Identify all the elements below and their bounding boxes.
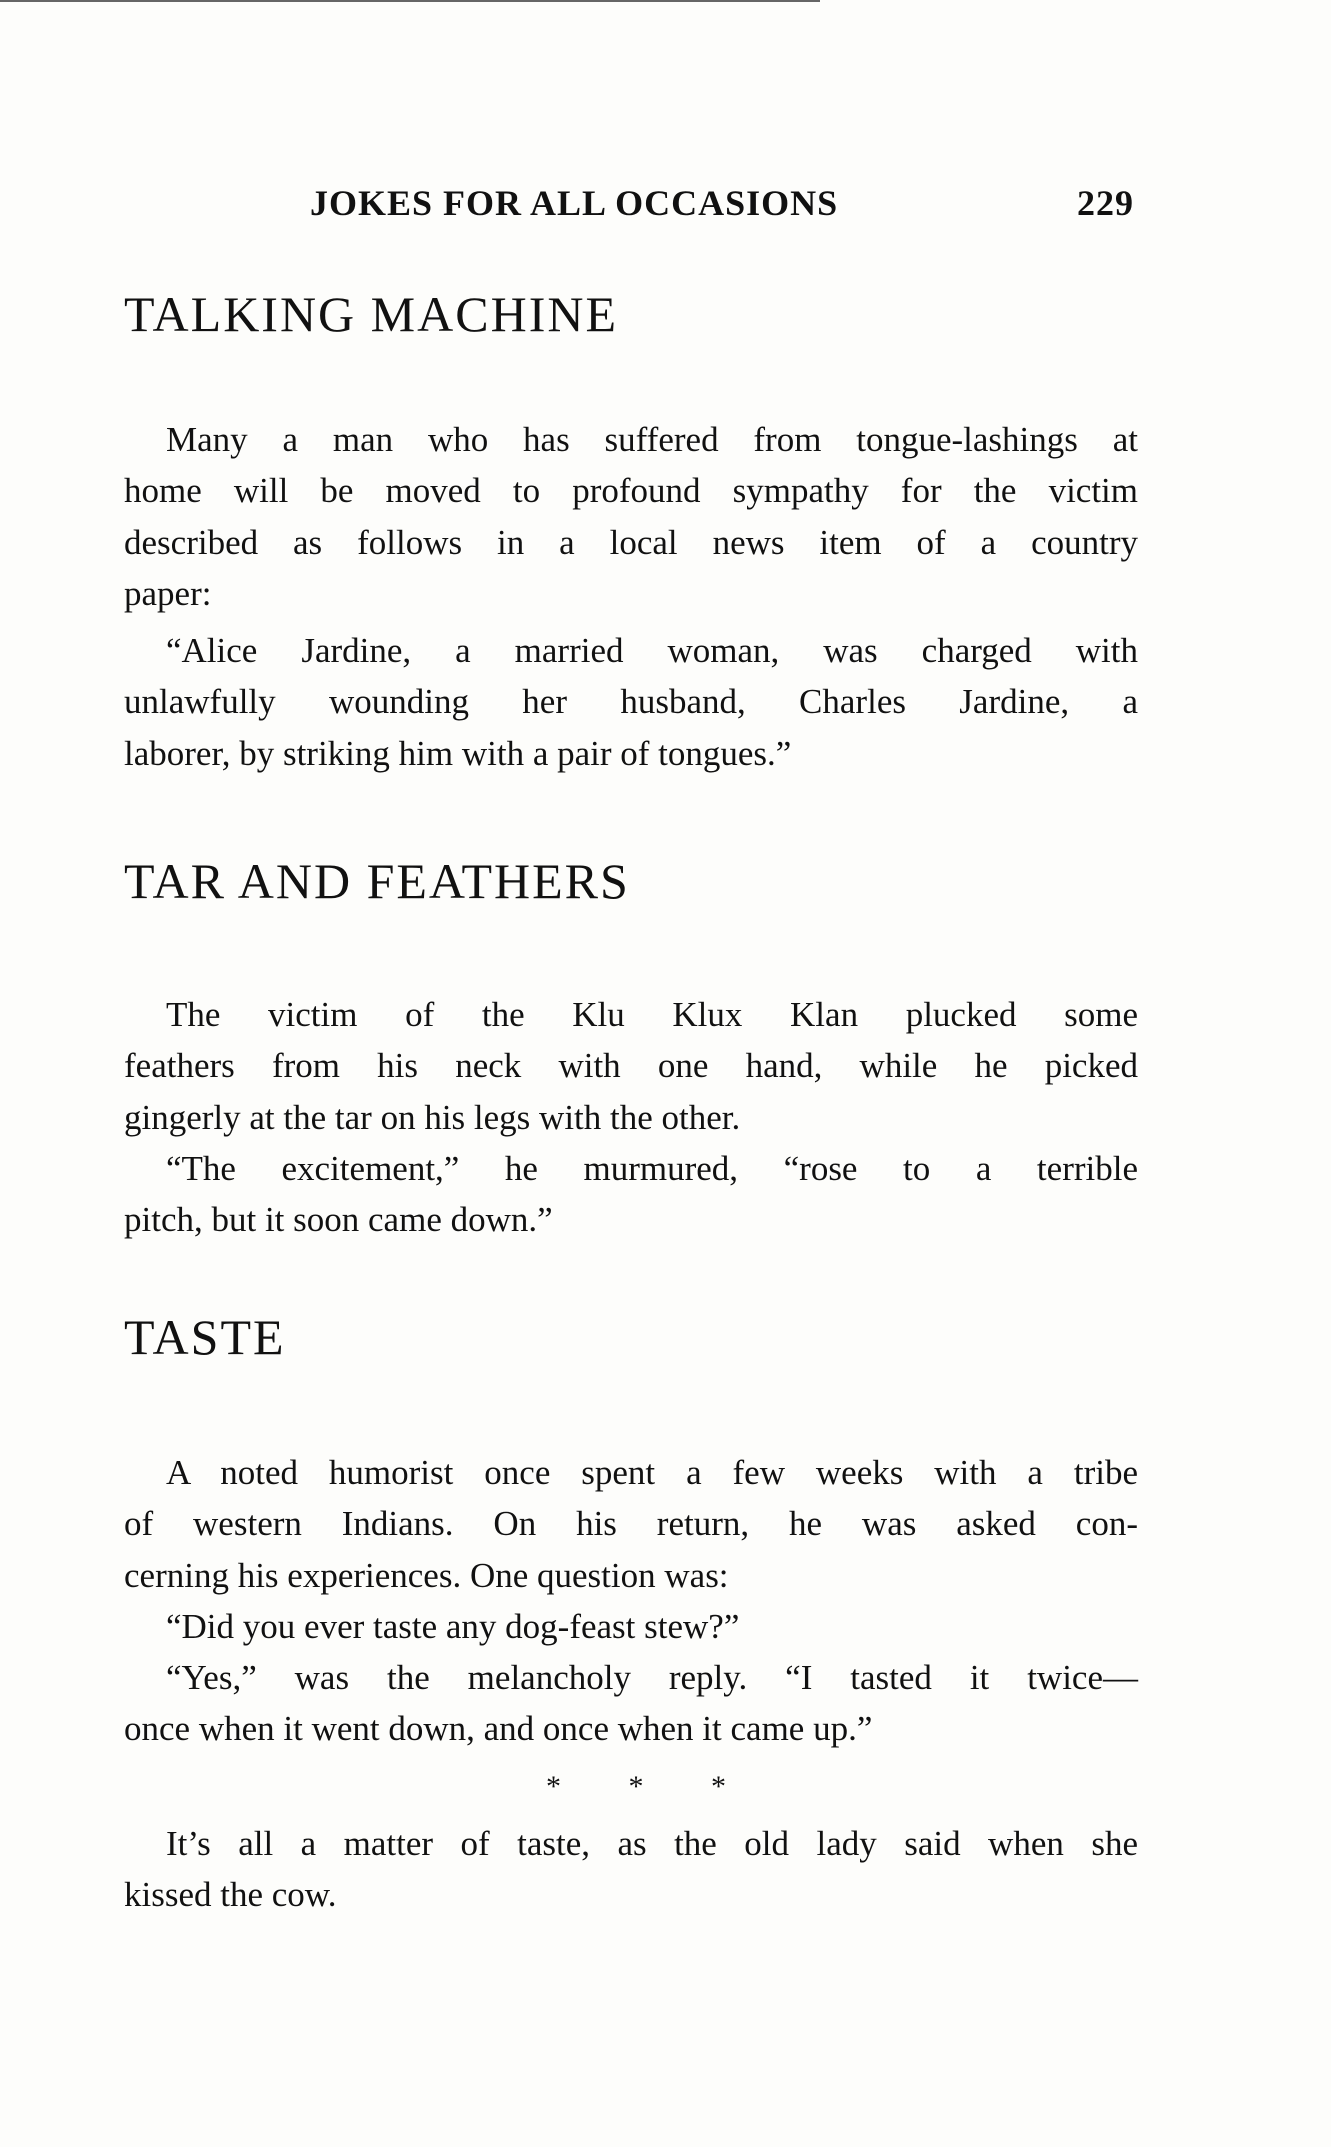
text-line: cerning his experiences. One question was: [124, 1555, 729, 1595]
paragraph [124, 1601, 1138, 1652]
text-line: unlawfully wounding her husband, Charles Jardine, a [124, 682, 1138, 722]
paragraph [124, 989, 1138, 1143]
page-number: 229 [1077, 183, 1134, 223]
running-header [124, 182, 1138, 232]
text-line: laborer, by striking him with a pair of tongues.” [124, 733, 792, 773]
scan-edge-line [0, 0, 820, 2]
text-line: kissed the cow. [124, 1875, 337, 1915]
running-title: JOKES FOR ALL OCCASIONS [310, 183, 839, 223]
text-line: “Yes,” was the melancholy reply. “I tasted it twice— [166, 1658, 1138, 1698]
paragraph [124, 414, 1138, 619]
text-line: described as follows in a local news item of a country [124, 522, 1138, 562]
paragraph [124, 1818, 1138, 1921]
text-line: “The excitement,” he murmured, “rose to a terrible [166, 1148, 1138, 1188]
section-heading: TAR AND FEATHERS [124, 853, 630, 909]
paragraph [124, 1143, 1138, 1246]
text-line: “Alice Jardine, a married woman, was charged with [166, 631, 1138, 671]
text-line: gingerly at the tar on his legs with the other. [124, 1097, 741, 1137]
paragraph [124, 1652, 1138, 1755]
paragraph [124, 1447, 1138, 1601]
text-line: once when it went down, and once when it came up.” [124, 1709, 873, 1749]
text-line: It’s all a matter of taste, as the old lady said when she [166, 1823, 1138, 1863]
section-heading: TALKING MACHINE [124, 286, 618, 342]
section-separator: * * * [546, 1769, 756, 1803]
text-line: paper: [124, 573, 212, 613]
paragraph [124, 625, 1138, 779]
section-taste [124, 1307, 1138, 1920]
text-line: home will be moved to profound sympathy for the victim [124, 471, 1138, 511]
text-line: feathers from his neck with one hand, while he picked [124, 1046, 1138, 1086]
section-tar-and-feathers [124, 851, 1138, 1245]
text-line: of western Indians. On his return, he was asked con- [124, 1504, 1138, 1544]
text-line: “Did you ever taste any dog-feast stew?” [166, 1606, 740, 1646]
text-line: pitch, but it soon came down.” [124, 1200, 553, 1240]
section-heading: TASTE [124, 1309, 286, 1365]
text-line: A noted humorist once spent a few weeks with a tribe [166, 1453, 1138, 1492]
section-talking-machine [124, 284, 1138, 779]
text-line: Many a man who has suffered from tongue-lashings at [166, 420, 1138, 459]
text-line: The victim of the Klu Klux Klan plucked some [166, 995, 1138, 1034]
